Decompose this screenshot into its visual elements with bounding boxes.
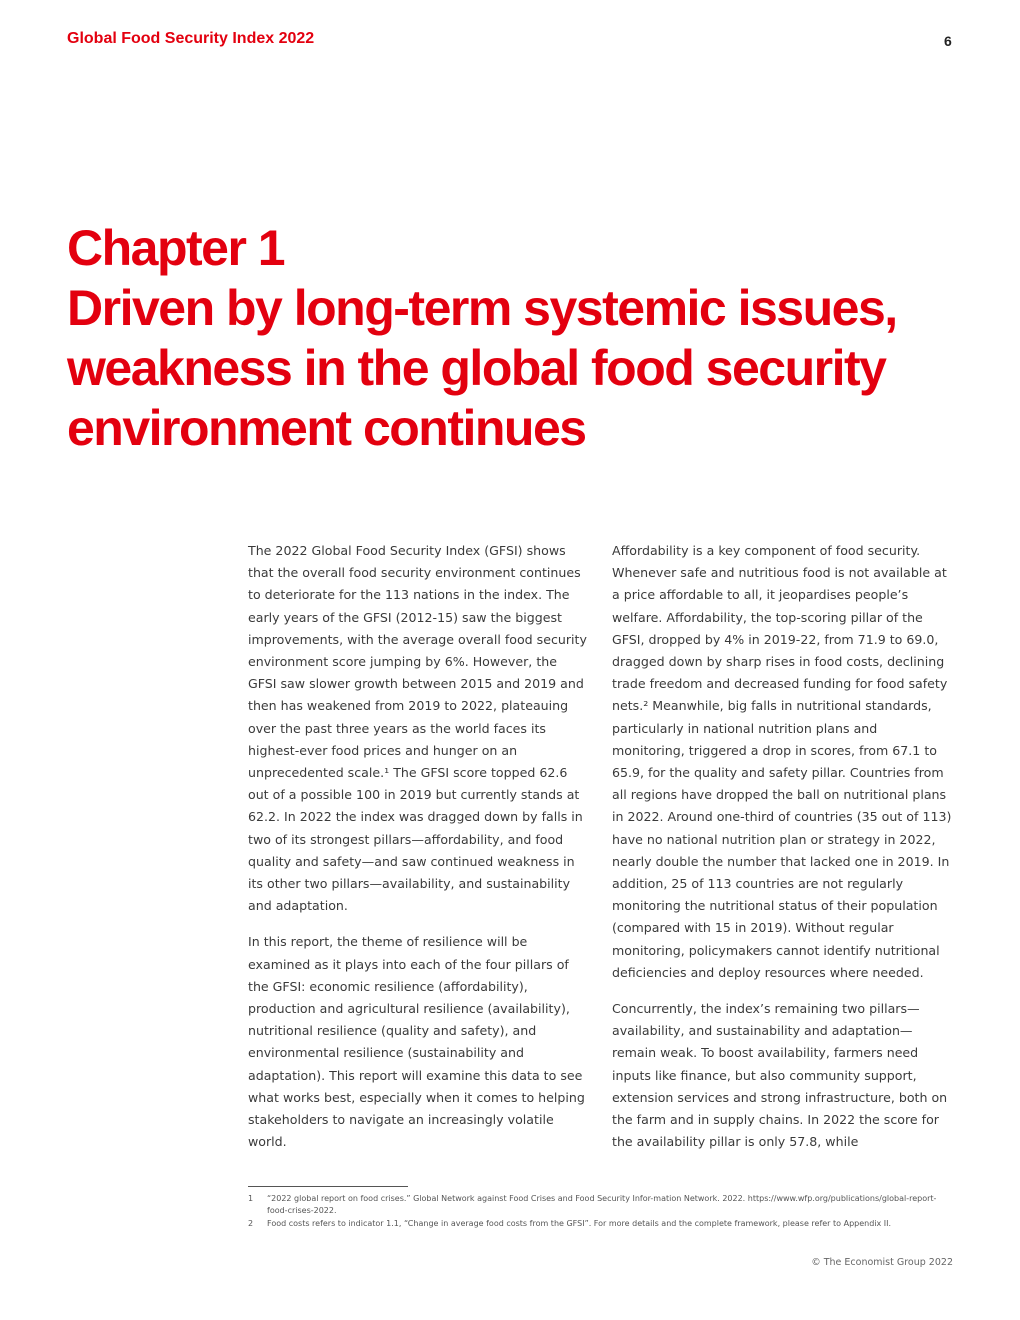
chapter-heading	[67, 218, 967, 458]
page-number: 6	[944, 33, 952, 49]
body-paragraph: The 2022 Global Food Security Index (GFSI) shows that the overall food security environment continues to deteriorate for the 113 nations in the index. The early years of the GFSI (2012-15) saw the biggest improvements, with the average overall food security environment score jumping by 6%. However, the GFSI saw slower growth between 2015 and 2019 and then has weakened from 2019 to 2022, plateauing over the past three years as the world faces its highest-ever food prices and hunger on an unprecedented scale.¹ The GFSI score topped 62.6 out of a possible 100 in 2019 but currently stands at 62.2. In 2022 the index was dragged down by falls in two of its strongest pillars—affordability, and food quality and safety—and saw continued weakness in its other two pillars—availability, and sustainability and adaptation.	[248, 543, 587, 914]
body-paragraph: Affordability is a key component of food security. Whenever safe and nutritious food is not available at a price affordable to all, it jeopardises people’s welfare. Affordability, the top-scoring pillar of the GFSI, dropped by 4% in 2019-22, from 71.9 to 69.0, dragged down by sharp rises in food costs, declining trade freedom and decreased funding for food safety nets.² Meanwhile, big falls in nutritional standards, particularly in national nutrition plans and monitoring, triggered a drop in scores, from 67.1 to 65.9, for the quality and safety pillar. Countries from all regions have dropped the ball on nutritional plans in 2022. Around one-third of countries (35 out of 113) have no national nutrition plan or strategy in 2022, nearly double the number that lacked one in 2019. In addition, 25 of 113 countries are not regularly monitoring the nutritional status of their population (compared with 15 in 2019). Without regular monitoring, policymakers cannot identify nutritional deficiencies and deploy resources where needed.	[612, 543, 952, 980]
footnotes	[248, 1193, 948, 1231]
footnote	[248, 1218, 948, 1230]
body-column-right	[612, 540, 952, 1167]
footnote-text: Food costs refers to indicator 1.1, “Change in average food costs from the GFSI”. For more details and the complete framework, please refer to Appendix II.	[267, 1219, 892, 1228]
footnote-number: 2	[248, 1219, 254, 1228]
footnote-divider	[248, 1186, 408, 1187]
footnote-text: “2022 global report on food crises.” Global Network against Food Crises and Food Security Infor-mation Network. 2022. https://www.wfp.org/publications/global-report-food-crises-2022.	[267, 1194, 937, 1215]
chapter-label: Chapter 1	[67, 220, 285, 276]
chapter-title-line-3: environment continues	[67, 400, 586, 456]
body-column-left	[248, 540, 588, 1167]
body-paragraph: Concurrently, the index’s remaining two pillars—availability, and sustainability and adaptation—remain weak. To boost availability, farmers need inputs like finance, but also community support, extension services and strong infrastructure, both on the farm and in supply chains. In 2022 the score for the availability pillar is only 57.8, while	[612, 1001, 948, 1150]
chapter-title-line-1: Driven by long-term systemic issues,	[67, 280, 897, 336]
copyright-notice: © The Economist Group 2022	[811, 1257, 953, 1268]
chapter-title-line-2: weakness in the global food security	[67, 340, 886, 396]
footnote	[248, 1193, 948, 1217]
body-paragraph: In this report, the theme of resilience will be examined as it plays into each of the four pillars of the GFSI: economic resilience (affordability), production and agricultural resilience (availability), nutritional resilience (quality and safety), and environmental resilience (sustainability and adaptation). This report will examine this data to see what works best, especially when it comes to helping stakeholders to navigate an increasingly volatile world.	[248, 934, 585, 1150]
report-title: Global Food Security Index 2022	[67, 30, 315, 47]
footnote-number: 1	[248, 1194, 254, 1203]
